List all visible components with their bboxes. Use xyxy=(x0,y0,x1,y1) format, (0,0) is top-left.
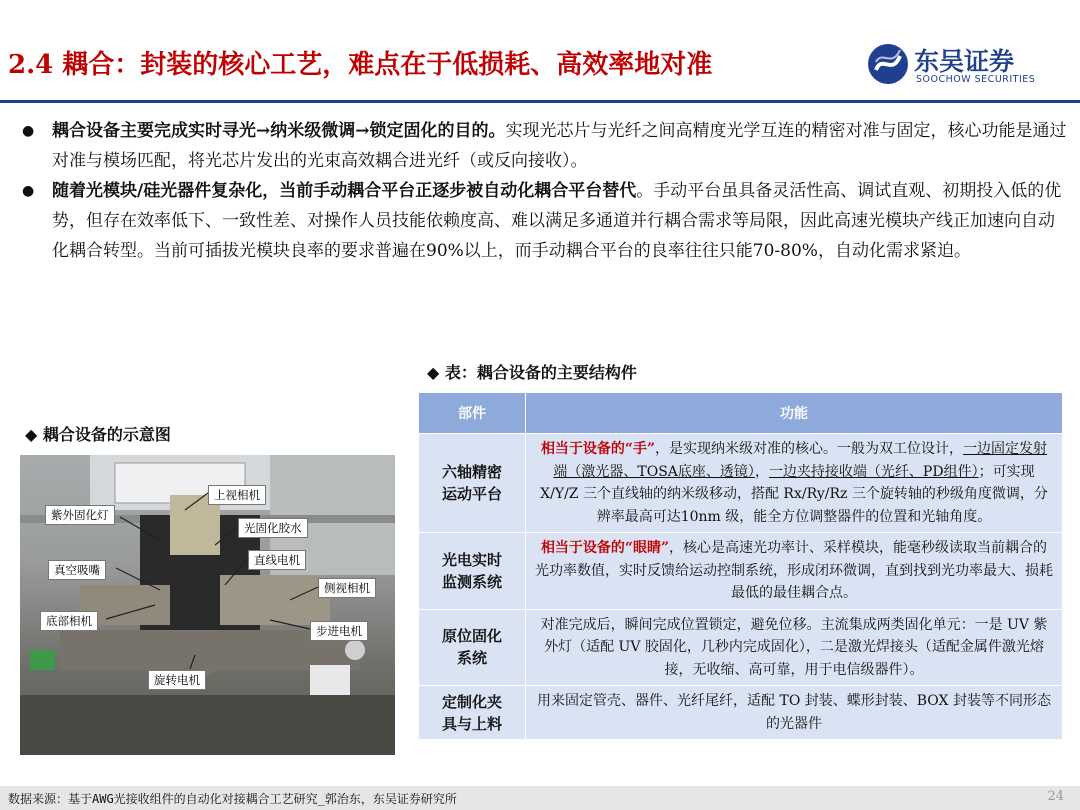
callout-leader-lines xyxy=(20,455,395,755)
page-title: 2.4 耦合：封装的核心工艺，难点在于低损耗、高效率地对准 xyxy=(8,50,713,80)
header-divider xyxy=(0,100,1080,103)
table-row xyxy=(419,533,1063,610)
label-glue: 光固化胶水 xyxy=(238,518,308,538)
table-header-cell: 功能 xyxy=(526,393,1063,434)
label-vacuum-nozzle: 真空吸嘴 xyxy=(48,560,106,580)
label-top-camera: 上视相机 xyxy=(208,485,266,505)
component-name: 光电实时监测系统 xyxy=(419,533,526,610)
coupling-equipment-photo xyxy=(20,455,395,755)
component-function: 用来固定管壳、器件、光纤尾纤，适配 TO 封装、蝶形封装、BOX 封装等不同形态的光器件 xyxy=(526,686,1063,740)
logo-chinese-name: 东吴证券 xyxy=(914,47,1015,76)
table-header-row xyxy=(419,393,1063,434)
bullet-item xyxy=(22,116,1070,176)
brand-logo xyxy=(866,42,1066,86)
bullet-dot-icon: ● xyxy=(22,123,35,139)
component-function: 对准完成后，瞬间完成位置锁定，避免位移。主流集成两类固化单元：一是 UV 紫外灯（适配 UV 胶固化，几秒内完成固化），二是激光焊接头（适配金属件激光熔接，无收缩、高可靠，用于电信级器件）。 xyxy=(526,609,1063,686)
table-header-cell: 部件 xyxy=(419,393,526,434)
structure-table xyxy=(418,392,1063,740)
data-source: 数据来源：基于AWG光接收组件的自动化对接耦合工艺研究_郭治东，东吴证券研究所 xyxy=(8,792,457,806)
bullet-list xyxy=(22,116,1070,266)
table-row xyxy=(419,434,1063,533)
bullet-text: 实现光芯片与光纤之间高精度光学互连的精密对准与固定，核心功能是通过对准与模场匹配，将光芯片发出的光束高效耦合进光纤（或反向接收）。 xyxy=(52,121,1067,171)
label-side-camera: 侧视相机 xyxy=(318,578,376,598)
table-caption: ◆ 表：耦合设备的主要结构件 xyxy=(427,363,637,382)
label-step-motor: 步进电机 xyxy=(310,621,368,641)
component-name: 定制化夹具与上料 xyxy=(419,686,526,740)
bullet-bold-text: 随着光模块/硅光器件复杂化，当前手动耦合平台正逐步被自动化耦合平台替代 xyxy=(52,181,637,201)
label-linear-motor: 直线电机 xyxy=(248,550,306,570)
bullet-text: 。手动平台虽具备灵活性高、调试直观、初期投入低的优势，但存在效率低下、一致性差、对操作人员技能依赖度高、难以满足多通道并行耦合需求等局限，因此高速光模块产线正加速向自动化耦合转型。当前可插拔光模块良率的要求普遍在90%以上，而手动耦合平台的良率往往只能70-80%，自动化需求紧迫。 xyxy=(52,181,1062,261)
component-function: 相当于设备的“手”，是实现纳米级对准的核心。一般为双工位设计，一边固定发射端（激光器、TOSA底座、透镜），一边夹持接收端（光纤、PD组件）；可实现 X/Y/Z 三个直线轴的纳米级移动，搭配 Rx/Ry/Rz 三个旋转轴的秒级角度微调，分辨率最高可达10nm 级，能全方位调整器件的位置和光轴角度。 xyxy=(526,434,1063,533)
label-rotary-motor: 旋转电机 xyxy=(148,670,206,690)
page-number: 24 xyxy=(1047,789,1064,804)
table-row xyxy=(419,686,1063,740)
bullet-bold-text: 耦合设备主要完成实时寻光→纳米级微调→锁定固化的目的。 xyxy=(52,121,506,141)
component-name: 原位固化系统 xyxy=(419,609,526,686)
component-name: 六轴精密运动平台 xyxy=(419,434,526,533)
bullet-item xyxy=(22,176,1070,266)
diagram-caption: ◆ 耦合设备的示意图 xyxy=(25,425,171,444)
table-row xyxy=(419,609,1063,686)
component-function: 相当于设备的“眼睛”，核心是高速光功率计、采样模块，能毫秒级读取当前耦合的光功率数值，实时反馈给运动控制系统，形成闭环微调，直到找到光功率最大、损耗最低的最佳耦合点。 xyxy=(526,533,1063,610)
label-uv-lamp: 紫外固化灯 xyxy=(45,505,115,525)
bullet-dot-icon: ● xyxy=(22,183,35,199)
logo-english-name: SOOCHOW SECURITIES xyxy=(916,74,1036,85)
label-bottom-camera: 底部相机 xyxy=(40,611,98,631)
soochow-logo-icon xyxy=(866,42,910,86)
